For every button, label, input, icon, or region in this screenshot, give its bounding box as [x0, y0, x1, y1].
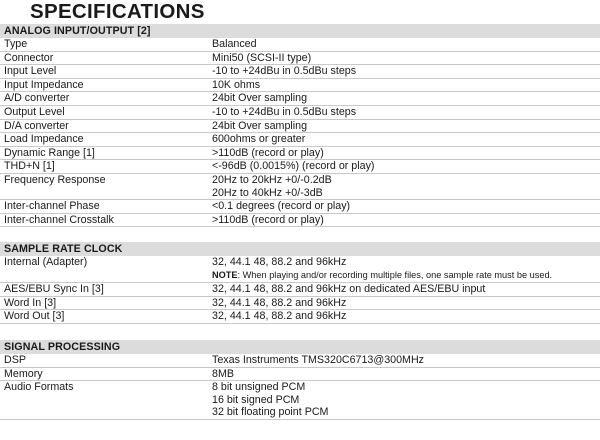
spec-value-line: Balanced — [212, 38, 257, 50]
spec-row — [0, 65, 600, 79]
spec-value — [212, 283, 598, 296]
spec-label: Internal (Adapter) — [4, 256, 88, 268]
spec-value-line: 32, 44.1 48, 88.2 and 96kHz — [212, 296, 347, 309]
spec-value — [212, 256, 598, 282]
spec-value — [212, 368, 598, 381]
section-header: SAMPLE RATE CLOCK — [0, 242, 600, 256]
spec-value — [212, 310, 598, 323]
spec-row — [0, 297, 600, 311]
spec-row — [0, 38, 600, 52]
spec-row — [0, 160, 600, 174]
note-text: : When playing and/or recording multiple files, one sample rate must be used. — [237, 269, 553, 280]
spec-value-line: 32, 44.1 48, 88.2 and 96kHz — [212, 256, 347, 268]
spec-value — [212, 38, 598, 51]
spec-value — [212, 297, 598, 310]
spec-label: Dynamic Range [1] — [4, 146, 95, 159]
spec-row — [0, 120, 600, 134]
spec-value-line: 20Hz to 40kHz +0/-3dB — [212, 186, 323, 199]
page-title: SPECIFICATIONS — [30, 0, 205, 23]
spec-row — [0, 52, 600, 66]
spec-row — [0, 200, 600, 214]
spec-row — [0, 310, 600, 324]
spec-value-line: 20Hz to 20kHz +0/-0.2dB — [212, 174, 332, 186]
spec-value — [212, 52, 598, 65]
spec-row — [0, 133, 600, 147]
spec-row — [0, 106, 600, 120]
spec-row — [0, 214, 600, 228]
spec-value — [212, 214, 598, 227]
spec-value-line: Mini50 (SCSI-II type) — [212, 51, 312, 64]
spec-value-line: 24bit Over sampling — [212, 119, 308, 132]
spec-value-line: 10K ohms — [212, 78, 261, 91]
spec-label: Inter-channel Phase — [4, 200, 100, 213]
spec-label: Word In [3] — [4, 296, 57, 309]
spec-label: Load Impedance — [4, 133, 84, 146]
spec-value — [212, 200, 598, 213]
spec-value-line: 32, 44.1 48, 88.2 and 96kHz on dedicated AES/EBU input — [212, 283, 486, 295]
spec-row — [0, 354, 600, 368]
spec-label: D/A converter — [4, 119, 69, 132]
spec-value-line: 8MB — [212, 367, 234, 380]
spec-value — [212, 65, 598, 78]
note-label: NOTE — [212, 269, 238, 280]
spec-value-line: -10 to +24dBu in 0.5dBu steps — [212, 65, 357, 78]
spec-value-line: -10 to +24dBu in 0.5dBu steps — [212, 106, 357, 118]
spec-label: Frequency Response — [4, 174, 106, 186]
spec-value-line: >110dB (record or play) — [212, 146, 324, 159]
spec-label: A/D converter — [4, 92, 70, 105]
spec-label: Audio Formats — [4, 381, 74, 394]
spec-value-line: 24bit Over sampling — [212, 92, 308, 105]
spec-value-line: 600ohms or greater — [212, 133, 306, 146]
spec-label: THD+N [1] — [4, 160, 55, 173]
spec-value — [212, 174, 598, 199]
spec-value — [212, 354, 598, 367]
spec-value — [212, 92, 598, 105]
spec-value-line: <0.1 degrees (record or play) — [212, 200, 351, 213]
spec-label: Memory — [4, 367, 43, 380]
spec-value — [212, 147, 598, 160]
spec-value-line: >110dB (record or play) — [212, 213, 324, 226]
spec-value — [212, 381, 598, 419]
section-header: SIGNAL PROCESSING — [0, 340, 600, 354]
spec-row — [0, 79, 600, 93]
spec-label: DSP — [4, 354, 26, 366]
spec-label: Input Level — [4, 65, 57, 78]
spec-value — [212, 79, 598, 92]
spec-value — [212, 106, 598, 119]
spec-label: Type — [4, 38, 28, 50]
spec-value-line: 8 bit unsigned PCM — [212, 381, 306, 394]
spec-row — [0, 381, 600, 420]
section-header: ANALOG INPUT/OUTPUT [2] — [0, 24, 600, 38]
spec-label: AES/EBU Sync In [3] — [4, 283, 104, 295]
spec-value-line: 32, 44.1 48, 88.2 and 96kHz — [212, 310, 347, 323]
spec-row — [0, 283, 600, 297]
spec-value-line: Texas Instruments TMS320C6713@300MHz — [212, 354, 425, 366]
spec-row — [0, 92, 600, 106]
spec-value — [212, 120, 598, 133]
spec-row — [0, 174, 600, 200]
spec-value — [212, 133, 598, 146]
spec-label: Connector — [4, 51, 54, 64]
spec-label: Inter-channel Crosstalk — [4, 213, 114, 226]
spec-label: Input Impedance — [4, 78, 84, 91]
spec-row — [0, 256, 600, 283]
spec-value-line: 32 bit floating point PCM — [212, 406, 329, 419]
spec-row — [0, 368, 600, 382]
spec-label: Word Out [3] — [4, 310, 65, 323]
spec-value-line: 16 bit signed PCM — [212, 393, 300, 406]
spec-row — [0, 147, 600, 161]
spec-label: Output Level — [4, 106, 65, 118]
spec-value — [212, 160, 598, 173]
spec-value-line: <-96dB (0.0015%) (record or play) — [212, 160, 375, 173]
spec-note — [212, 269, 598, 282]
